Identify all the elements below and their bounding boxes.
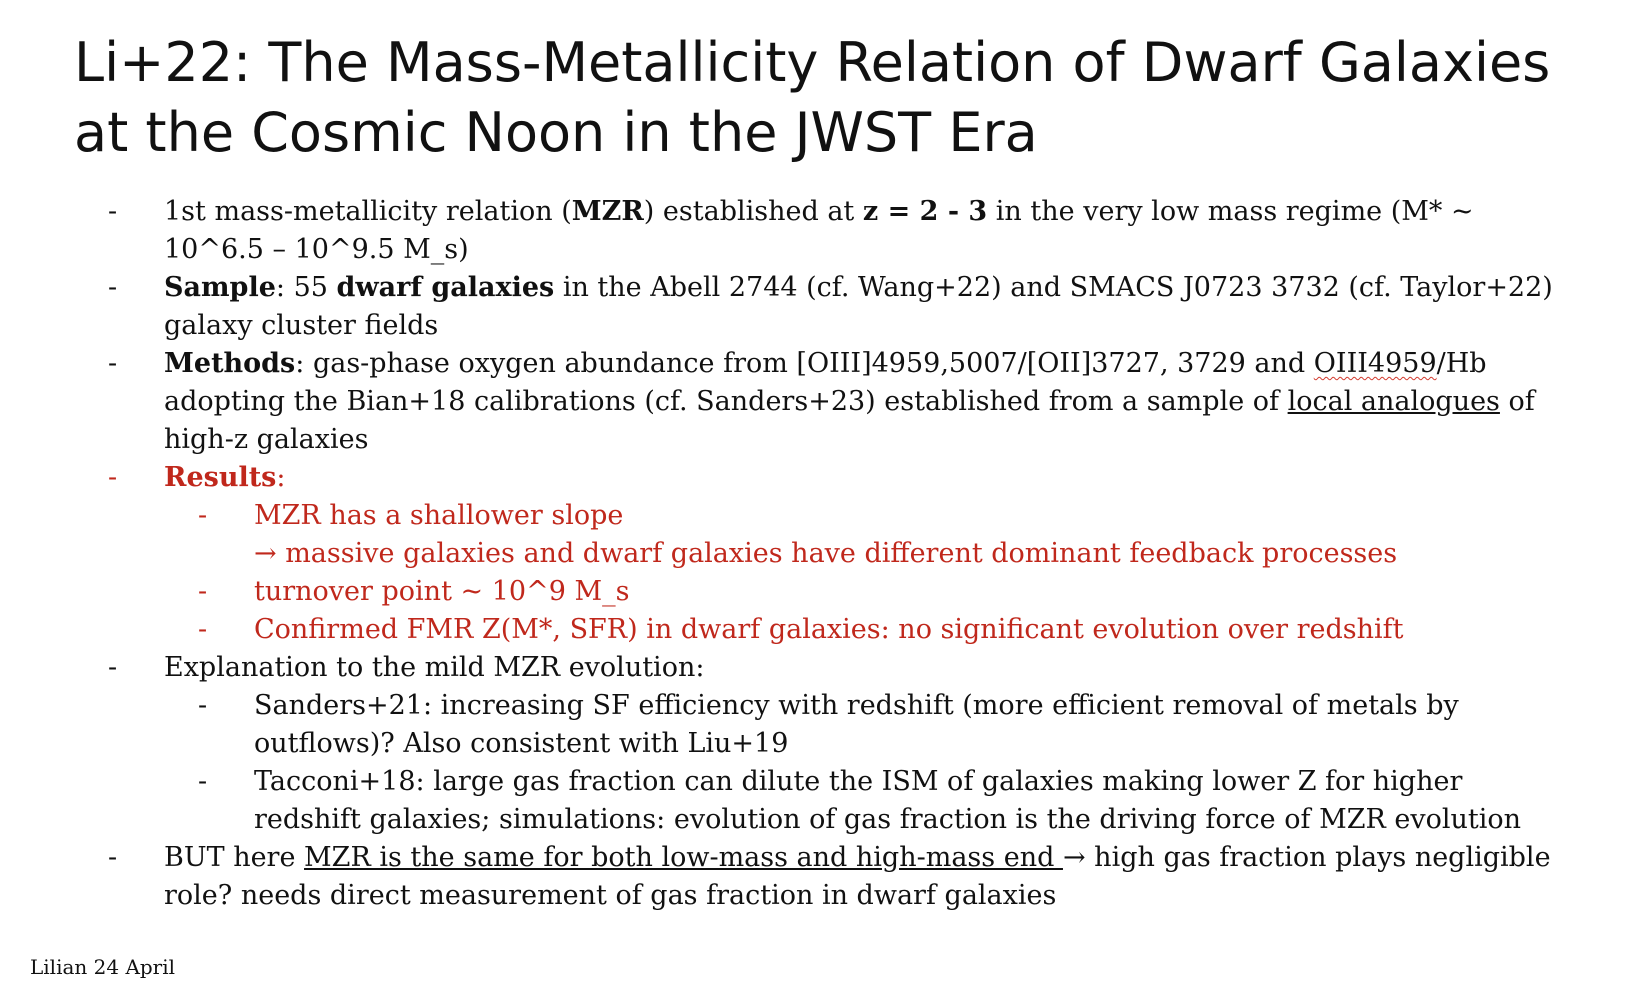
bullet-mzr-text: 1st mass-metallicity relation (MZR) established at z = 2 - 3 in the very low mass regime (M* ~ 10^6.5 – 10^9.5 M_s) — [164, 196, 1474, 265]
sub-bullet-slope-arrow-text: → massive galaxies and dwarf galaxies have different dominant feedback processes — [254, 538, 1398, 569]
sub-bullet-sanders-text: Sanders+21: increasing SF efficiency with redshift (more efficient removal of metals by outflows)? Also consistent with Liu+19 — [254, 690, 1459, 759]
sub-bullet-dash: - — [198, 690, 208, 721]
sub-bullet-turnover — [0, 573, 1642, 611]
bullet-explanation — [0, 649, 1642, 687]
underlined-phrase: local analogues — [1287, 386, 1500, 417]
bullet-sample — [0, 269, 1642, 345]
slide-title: Li+22: The Mass-Metallicity Relation of Dwarf Galaxies at the Cosmic Noon in the JWST Era — [74, 31, 1551, 164]
sub-bullet-tacconi — [0, 763, 1642, 839]
sub-bullet-dash: - — [198, 500, 208, 531]
bullet-dash: - — [108, 348, 118, 379]
sub-bullet-tacconi-text: Tacconi+18: large gas fraction can dilute the ISM of galaxies making lower Z for higher redshift galaxies; simulations: evolution of gas fraction is the driving force of MZR evolution — [254, 766, 1522, 835]
bullet-results-text: Results: — [164, 462, 286, 493]
bullet-but-text: BUT here MZR is the same for both low-mass and high-mass end → high gas fraction plays negligible role? needs direct measurement of gas fraction in dwarf galaxies — [164, 842, 1551, 911]
bullet-sample-text: Sample: 55 dwarf galaxies in the Abell 2744 (cf. Wang+22) and SMACS J0723 3732 (cf. Taylor+22) galaxy cluster fields — [164, 272, 1553, 341]
bullet-explanation-text: Explanation to the mild MZR evolution: — [164, 652, 705, 683]
sub-bullet-sanders — [0, 687, 1642, 763]
footer-text: Lilian 24 April — [30, 955, 176, 979]
bullet-mzr — [0, 193, 1642, 269]
bullet-dash: - — [108, 272, 118, 303]
sub-bullet-fmr — [0, 611, 1642, 649]
bullet-dash: - — [108, 196, 118, 227]
spellcheck-flagged-word: OIII4959 — [1313, 348, 1437, 379]
underlined-phrase: MZR is the same for both low-mass and high-mass end — [304, 842, 1063, 873]
bullet-dash: - — [108, 652, 118, 683]
bullet-methods — [0, 345, 1642, 459]
bullet-results — [0, 459, 1642, 497]
bullet-but — [0, 839, 1642, 915]
sub-bullet-dash: - — [198, 766, 208, 797]
bullet-dash: - — [108, 462, 118, 493]
sub-bullet-slope — [0, 497, 1642, 573]
sub-bullet-fmr-text: Confirmed FMR Z(M*, SFR) in dwarf galaxies: no significant evolution over redshift — [254, 614, 1404, 645]
sub-bullet-dash: - — [198, 614, 208, 645]
sub-bullet-turnover-text: turnover point ~ 10^9 M_s — [254, 576, 630, 607]
bullet-list — [0, 193, 1642, 915]
bullet-dash: - — [108, 842, 118, 873]
bullet-methods-text: Methods: gas-phase oxygen abundance from [OIII]4959,5007/[OII]3727, 3729 and OIII4959/Hb adopting the Bian+18 calibrations (cf. Sanders+23) established from a sample of local analogues of high-z galaxies — [164, 348, 1535, 455]
sub-bullet-slope-text: MZR has a shallower slope — [254, 500, 624, 531]
sub-bullet-dash: - — [198, 576, 208, 607]
